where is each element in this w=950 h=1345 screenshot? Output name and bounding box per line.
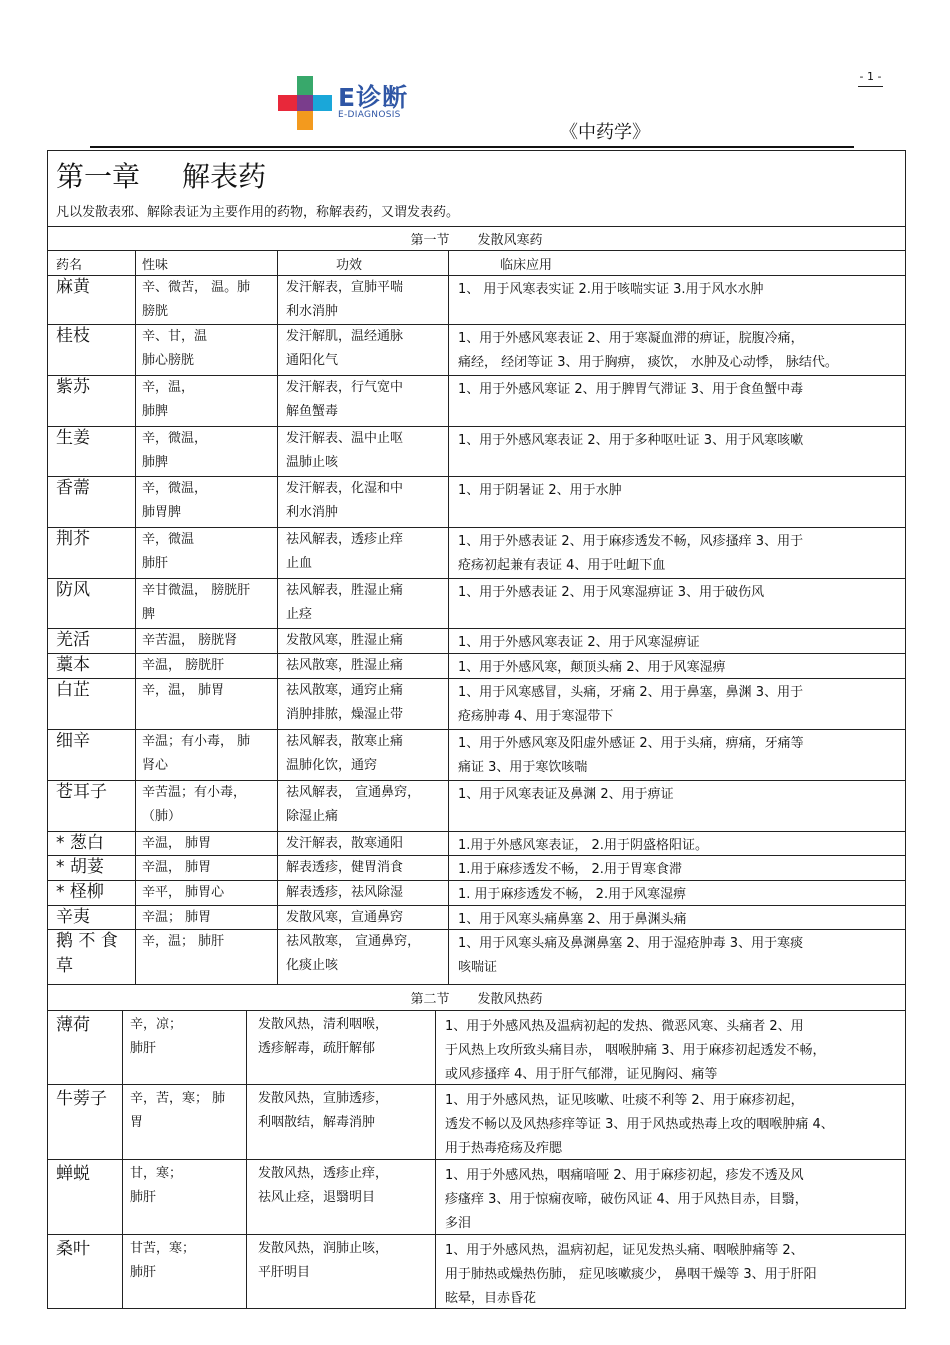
- herb-name: * 胡荽: [56, 857, 104, 877]
- herb-effect: 祛风散寒，通窍止痛: [286, 683, 404, 698]
- herb-effect: 温肺化饮，通窍: [286, 758, 378, 773]
- herb-effect: 利咽散结，解毒消肿: [258, 1115, 376, 1130]
- herb-name: 桑叶: [56, 1239, 90, 1259]
- herb-taste: 肾心: [142, 758, 169, 773]
- herb-effect: 发散风热，清利咽喉，: [258, 1017, 389, 1032]
- herb-usage: 疮疡初起兼有表证 4、用于吐衄下血: [458, 558, 666, 573]
- herb-usage: 痛证 3、用于寒饮咳喘: [458, 760, 588, 775]
- herb-name: 苍耳子: [56, 782, 107, 802]
- herb-usage: 1、用于风寒感冒，头痛，牙痛 2、用于鼻塞，鼻渊 3、用于: [458, 685, 804, 700]
- herb-effect: 祛风解表，胜湿止痛: [286, 583, 404, 598]
- column-divider: [277, 250, 278, 984]
- book-title: 《中药学》: [560, 122, 650, 143]
- herb-table: [47, 150, 906, 1309]
- herb-effect: 利水消肿: [286, 304, 339, 319]
- herb-usage: 1、用于外感表证 2、用于风寒湿痹证 3、用于破伤风: [458, 585, 765, 600]
- herb-usage: 1、用于风寒头痛鼻塞 2、用于鼻渊头痛: [458, 912, 687, 927]
- herb-name: 麻黄: [56, 277, 90, 297]
- herb-effect: 发汗解肌，温经通脉: [286, 329, 404, 344]
- herb-taste: 肺肝: [130, 1190, 157, 1205]
- herb-usage: 1. 用于麻疹透发不畅， 2.用于风寒湿痹: [458, 887, 687, 902]
- column-header: 功效: [336, 258, 363, 273]
- herb-effect: 解表透疹，健胃消食: [286, 860, 404, 875]
- herb-usage: 1、用于风寒表证及鼻渊 2、用于痹证: [458, 787, 674, 802]
- herb-taste: 肺肝: [130, 1041, 157, 1056]
- herb-name: 香薷: [56, 478, 90, 498]
- herb-effect: 祛风散寒， 宣通鼻窍，: [286, 934, 421, 949]
- herb-taste: 肺脾: [142, 404, 169, 419]
- herb-usage: 用于肺热或燥热伤肺， 症见咳嗽痰少， 鼻咽干燥等 3、用于肝阳: [445, 1267, 817, 1282]
- herb-usage: 疮疡肿毒 4、用于寒湿带下: [458, 709, 614, 724]
- header-rule: [90, 146, 854, 148]
- herb-effect: 祛风止痉，退翳明目: [258, 1190, 376, 1205]
- section-heading: [48, 988, 905, 1007]
- herb-taste: 辛，微温，: [142, 431, 208, 446]
- herb-name: 鹅 不 食 草: [56, 931, 118, 976]
- logo-subtitle: E-DIAGNOSIS: [338, 110, 401, 120]
- herb-name: 蝉蜕: [56, 1164, 90, 1184]
- herb-usage: 1、用于外感风寒证 2、用于脾胃气滞证 3、用于食鱼蟹中毒: [458, 382, 804, 397]
- chapter-intro: 凡以发散表邪、解除表证为主要作用的药物，称解表药，又谓发表药。: [56, 205, 460, 220]
- herb-name: * 柽柳: [56, 882, 104, 902]
- herb-effect: 发散风热，宣肺透疹，: [258, 1091, 389, 1106]
- section-heading: [48, 229, 905, 248]
- logo: [278, 76, 428, 132]
- herb-name: 防风: [56, 580, 90, 600]
- herb-usage: 1.用于麻疹透发不畅， 2.用于胃寒食滞: [458, 862, 682, 877]
- herb-effect: 发汗解表、温中止呕: [286, 431, 404, 446]
- row-divider: [48, 1010, 905, 1011]
- herb-taste: 辛，温； 肺肝: [142, 934, 225, 949]
- row-divider: [48, 984, 905, 985]
- herb-usage: 眩晕，目赤昏花: [445, 1291, 537, 1306]
- herb-usage: 于风热上攻所致头痛目赤， 咽喉肿痛 3、用于麻疹初起透发不畅，: [445, 1043, 826, 1058]
- row-divider: [48, 226, 905, 227]
- section-number: 第二节: [410, 992, 450, 1007]
- herb-name: 桂枝: [56, 326, 90, 346]
- herb-usage: 1、用于外感风寒表证 2、用于多种呕吐证 3、用于风寒咳嗽: [458, 433, 804, 448]
- herb-taste: 辛温， 肺胃: [142, 860, 212, 875]
- herb-usage: 痛经， 经闭等证 3、用于胸痹， 痰饮， 水肿及心动悸， 脉结代。: [458, 355, 838, 370]
- herb-effect: 温肺止咳: [286, 455, 339, 470]
- herb-taste: 肺肝: [130, 1265, 157, 1280]
- herb-name: 细辛: [56, 731, 90, 751]
- herb-effect: 利水消肿: [286, 505, 339, 520]
- column-divider: [135, 250, 136, 984]
- herb-name: 辛夷: [56, 907, 90, 927]
- herb-usage: 1、用于外感表证 2、用于麻疹透发不畅，风疹搔痒 3、用于: [458, 534, 804, 549]
- herb-taste: 肺胃脾: [142, 505, 182, 520]
- herb-effect: 通阳化气: [286, 353, 339, 368]
- herb-effect: 止痉: [286, 607, 313, 622]
- herb-usage: 1、用于外感风热，证见咳嗽、吐痰不利等 2、用于麻疹初起，: [445, 1093, 804, 1108]
- herb-taste: 肺脾: [142, 455, 169, 470]
- herb-effect: 发汗解表，化湿和中: [286, 481, 404, 496]
- herb-usage: 多泪: [445, 1216, 472, 1231]
- herb-taste: 脾: [142, 607, 156, 622]
- chapter-title: 解表药: [182, 160, 267, 193]
- chapter-number: 第一章: [56, 160, 141, 193]
- herb-effect: 发汗解表，宣肺平喘: [286, 280, 404, 295]
- column-header: 临床应用: [500, 258, 553, 273]
- herb-name: * 葱白: [56, 833, 104, 853]
- herb-taste: 辛甘微温， 膀胱肝: [142, 583, 251, 598]
- section-title: 发散风寒药: [477, 233, 543, 248]
- herb-usage: 1、 用于风寒表实证 2.用于咳喘实证 3.用于风水水肿: [458, 282, 764, 297]
- herb-effect: 止血: [286, 556, 313, 571]
- chapter-heading: [56, 155, 266, 195]
- column-divider: [448, 250, 449, 984]
- herb-effect: 发汗解表，散寒通阳: [286, 836, 404, 851]
- herb-effect: 消肿排脓，燥湿止带: [286, 707, 404, 722]
- herb-name: 紫苏: [56, 377, 90, 397]
- herb-usage: 1、用于阴暑证 2、用于水肿: [458, 483, 622, 498]
- herb-taste: 甘苦，寒；: [130, 1241, 196, 1256]
- logo-title: E诊断: [338, 83, 409, 112]
- herb-effect: 化痰止咳: [286, 958, 339, 973]
- herb-taste: 辛，温， 肺胃: [142, 683, 225, 698]
- herb-usage: 1、用于外感风热，咽痛喑哑 2、用于麻疹初起，疹发不透及风: [445, 1168, 804, 1183]
- herb-effect: 透疹解毒，疏肝解郁: [258, 1041, 376, 1056]
- herb-taste: 辛，凉；: [130, 1017, 183, 1032]
- herb-usage: 透发不畅以及风热疹痒等证 3、用于风热或热毒上攻的咽喉肿痛 4、: [445, 1117, 834, 1132]
- herb-taste: 辛平， 肺胃心: [142, 885, 225, 900]
- herb-effect: 祛风散寒，胜湿止痛: [286, 658, 404, 673]
- column-header: 性味: [142, 258, 169, 273]
- column-header: 药名: [56, 258, 83, 273]
- herb-taste: 辛温； 肺胃: [142, 910, 212, 925]
- column-divider: [122, 1010, 123, 1308]
- herb-taste: 辛，苦，寒； 肺: [130, 1091, 226, 1106]
- herb-taste: （肺）: [142, 809, 182, 824]
- herb-name: 生姜: [56, 428, 90, 448]
- herb-effect: 解鱼蟹毒: [286, 404, 339, 419]
- herb-taste: 辛温；有小毒， 肺: [142, 734, 251, 749]
- column-divider: [246, 1010, 247, 1308]
- herb-effect: 祛风解表，散寒止痛: [286, 734, 404, 749]
- herb-effect: 解表透疹，祛风除湿: [286, 885, 404, 900]
- herb-taste: 辛、微苦， 温。肺: [142, 280, 251, 295]
- herb-name: 藁本: [56, 655, 90, 675]
- herb-taste: 辛、甘，温: [142, 329, 208, 344]
- herb-taste: 辛，微温，: [142, 481, 208, 496]
- row-divider: [48, 250, 905, 251]
- herb-effect: 除湿止痛: [286, 809, 339, 824]
- herb-name: 羌活: [56, 630, 90, 650]
- herb-taste: 辛苦温， 膀胱肾: [142, 633, 238, 648]
- herb-effect: 发散风热，润肺止咳，: [258, 1241, 389, 1256]
- herb-taste: 膀胱: [142, 304, 169, 319]
- row-divider: [48, 1234, 905, 1235]
- herb-taste: 辛温， 肺胃: [142, 836, 212, 851]
- herb-usage: 或风疹搔痒 4、用于肝气郁滞，证见胸闷、痛等: [445, 1067, 718, 1082]
- herb-effect: 发散风热，透疹止痒，: [258, 1166, 389, 1181]
- herb-name: 荆芥: [56, 529, 90, 549]
- herb-usage: 1、用于外感风寒及阳虚外感证 2、用于头痛，痹痛，牙痛等: [458, 736, 804, 751]
- herb-effect: 发散风寒，宣通鼻窍: [286, 910, 404, 925]
- herb-usage: 咳喘证: [458, 960, 498, 975]
- column-divider: [435, 1010, 436, 1308]
- herb-effect: 发汗解表，行气宽中: [286, 380, 404, 395]
- herb-usage: 1.用于外感风寒表证， 2.用于阴盛格阳证。: [458, 838, 708, 853]
- herb-usage: 1、用于外感风寒表证 2、用于风寒湿痹证: [458, 635, 700, 650]
- herb-effect: 平肝明目: [258, 1265, 311, 1280]
- herb-usage: 疹瘙痒 3、用于惊痫夜啼，破伤风证 4、用于风热目赤，目翳，: [445, 1192, 808, 1207]
- herb-usage: 1、用于外感风热及温病初起的发热、微恶风寒、头痛者 2、用: [445, 1019, 804, 1034]
- herb-taste: 肺心膀胱: [142, 353, 195, 368]
- herb-effect: 祛风解表，透疹止痒: [286, 532, 404, 547]
- herb-usage: 用于热毒疮疡及痄腮: [445, 1141, 563, 1156]
- logo-cross-icon: [278, 76, 332, 130]
- herb-usage: 1、用于外感风热，温病初起，证见发热头痛、咽喉肿痛等 2、: [445, 1243, 804, 1258]
- herb-name: 薄荷: [56, 1015, 90, 1035]
- section-number: 第一节: [410, 233, 450, 248]
- herb-effect: 祛风解表， 宣通鼻窍，: [286, 785, 421, 800]
- section-title: 发散风热药: [477, 992, 543, 1007]
- herb-taste: 辛，温，: [142, 380, 195, 395]
- herb-taste: 肺肝: [142, 556, 169, 571]
- herb-name: 牛蒡子: [56, 1089, 107, 1109]
- herb-taste: 辛温， 膀胱肝: [142, 658, 225, 673]
- herb-name: 白芷: [56, 680, 90, 700]
- herb-taste: 辛，微温: [142, 532, 195, 547]
- herb-usage: 1、用于外感风寒表证 2、用于寒凝血滞的痹证，脘腹冷痛，: [458, 331, 804, 346]
- herb-taste: 胃: [130, 1115, 144, 1130]
- herb-usage: 1、用于风寒头痛及鼻渊鼻塞 2、用于湿疮肿毒 3、用于寒痰: [458, 936, 804, 951]
- herb-taste: 辛苦温；有小毒，: [142, 785, 247, 800]
- page-number: - 1 -: [858, 70, 883, 87]
- herb-effect: 发散风寒，胜湿止痛: [286, 633, 404, 648]
- herb-usage: 1、用于外感风寒，颠顶头痛 2、用于风寒湿痹: [458, 660, 726, 675]
- herb-taste: 甘，寒；: [130, 1166, 183, 1181]
